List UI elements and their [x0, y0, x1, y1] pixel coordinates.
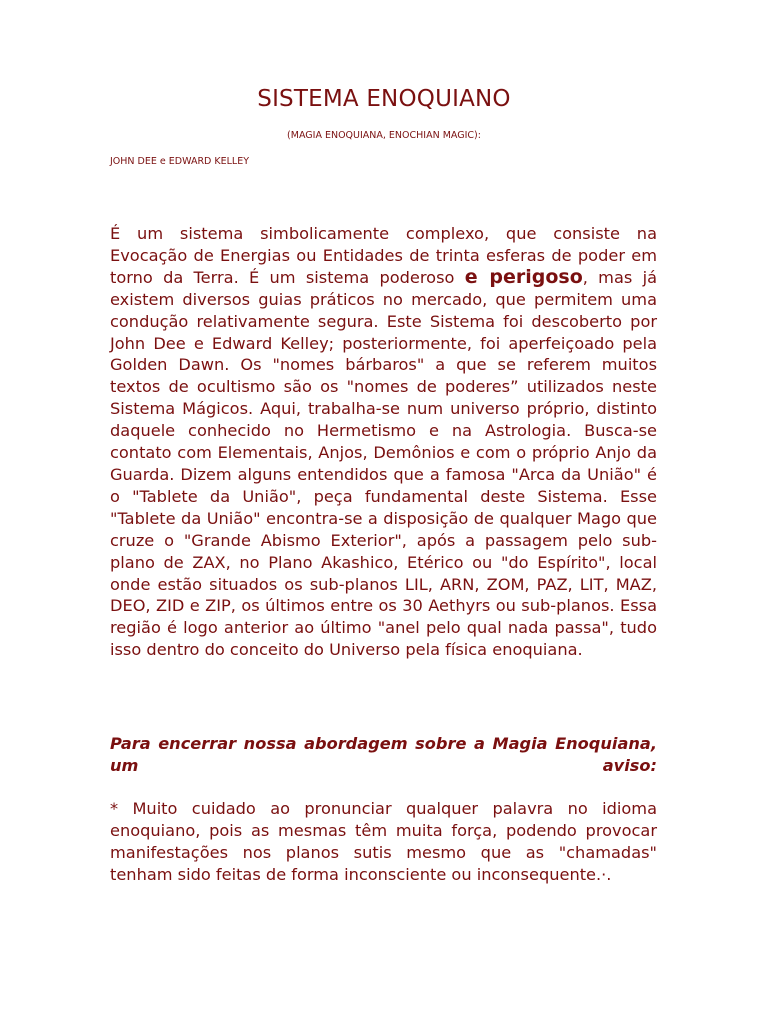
emphasis-text: e perigoso: [464, 265, 583, 288]
document-subtitle: (MAGIA ENOQUIANA, ENOCHIAN MAGIC):: [287, 130, 481, 141]
paragraph-text-end: , mas já existem diversos guias práticos no mercado, que permitem uma condução relativamente segura. Este Sistema foi descoberto por John Dee e Edward Kelley; posteriormente, foi aperfeiçoado pela Golden Dawn. Os "nomes bárbaros" a que se referem muitos textos de ocultismo são os "nomes de poderes” utilizados neste Sistema Mágicos. Aqui, trabalha-se num universo próprio, distinto daquele conhecido no Hermetismo e na Astrologia. Busca-se contato com Elementais, Anjos, Demônios e com o próprio Anjo da Guarda. Dizem alguns entendidos que a famosa "Arca da União" é o "Tablete da União", peça fundamental deste Sistema. Esse "Tablete da União" encontra-se a disposição de qualquer Mago que cruze o "Grande Abismo Exterior", após a passagem pelo sub-plano de ZAX, no Plano Akashico, Etérico ou "do Espírito", local onde estão situados os sub-planos LIL, ARN, ZOM, PAZ, LIT, MAZ, DEO, ZID e ZIP, os últimos entre os 30 Aethyrs ou sub-planos. Essa região é logo anterior ao último "anel pelo qual nada passa", tudo isso dentro do conceito do Universo pela física enoquiana.: [110, 267, 657, 660]
warning-heading: Para encerrar nossa abordagem sobre a Magia Enoquiana, um aviso:: [110, 734, 657, 775]
document-title: SISTEMA ENOQUIANO: [257, 86, 511, 112]
warning-paragraph: * Muito cuidado ao pronunciar qualquer palavra no idioma enoquiano, pois as mesmas têm muita força, podendo provocar manifestações nos planos sutis mesmo que as "chamadas" tenham sido feitas de forma inconsciente ou inconsequente.·.: [110, 799, 657, 884]
main-paragraph: [110, 223, 657, 661]
document-authors: JOHN DEE e EDWARD KELLEY: [110, 156, 250, 167]
paragraph-text-start: É um sistema simbolicamente complexo, que consiste na Evocação de Energias ou Entidades de trinta esferas de poder em torno da Terra. É um sistema poderoso: [110, 224, 657, 287]
